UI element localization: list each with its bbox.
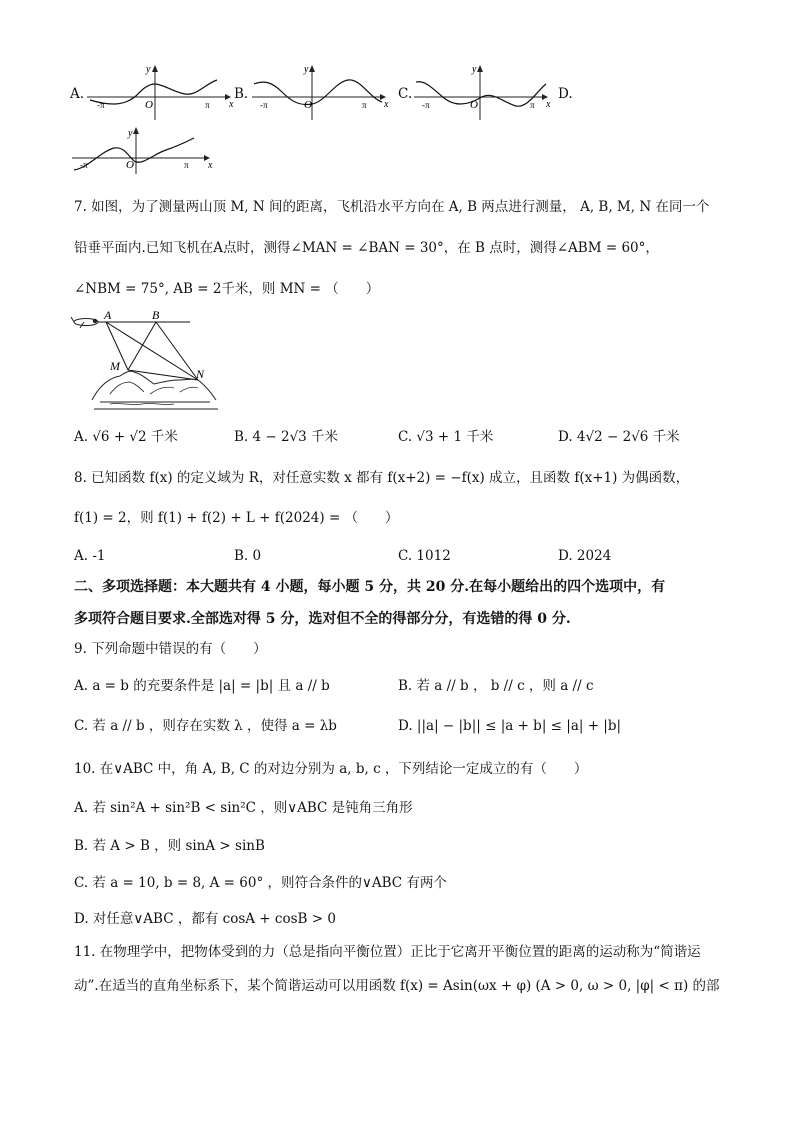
section2-line2: 多项符合题目要求.全部选对得 5 分，选对但不全的得部分分，有选错的得 0 分. xyxy=(74,611,571,627)
q7-option-c[interactable]: C. √3 + 1 千米 xyxy=(398,429,494,445)
graph-d-pi: π xyxy=(184,160,189,170)
graph-d xyxy=(70,126,220,176)
section2-line1: 二、多项选择题：本大题共有 4 小题，每小题 5 分，共 20 分.在每小题给出的四个选项中，有 xyxy=(74,579,666,595)
graph-a-x-label: x xyxy=(229,99,234,110)
q7-figure xyxy=(70,308,220,414)
q8-option-c[interactable]: C. 1012 xyxy=(398,548,451,564)
q7-option-a[interactable]: A. √6 + √2 千米 xyxy=(74,429,178,445)
graph-a xyxy=(85,62,235,122)
q7-line3: ∠NBM = 75°, AB = 2千米，则 MN = （ ） xyxy=(74,281,380,297)
q8-option-d[interactable]: D. 2024 xyxy=(558,548,612,564)
q7-fig-label-n: N xyxy=(196,367,205,381)
airplane-icon xyxy=(71,317,98,328)
graph-label-b: B. xyxy=(234,86,249,102)
graph-a-y-label: y xyxy=(146,64,151,75)
q10-option-d[interactable]: D. 对任意∨ABC ，都有 cosA + cosB > 0 xyxy=(74,911,336,927)
graph-a-neg-pi: -π xyxy=(97,100,105,110)
graph-c-y-label: y xyxy=(472,64,477,75)
q11-line2: 动”.在适当的直角坐标系下，某个简谐运动可以用函数 f(x) = Asin(ωx + φ) (A > 0, ω > 0, |φ| < π) 的部 xyxy=(74,978,720,994)
graph-b-neg-pi: -π xyxy=(260,100,268,110)
graph-b-x-label: x xyxy=(384,99,389,110)
q7-fig-label-b: B xyxy=(152,308,160,322)
graph-d-neg-pi: -π xyxy=(80,160,88,170)
q7-option-d[interactable]: D. 4√2 − 2√6 千米 xyxy=(558,429,680,445)
graph-d-origin: O xyxy=(126,159,134,171)
q9-option-d[interactable]: D. ||a| − |b|| ≤ |a + b| ≤ |a| + |b| xyxy=(398,718,622,734)
q10-option-b[interactable]: B. 若 A > B ，则 sinA > sinB xyxy=(74,838,265,854)
graph-label-a: A. xyxy=(70,86,85,102)
q8-option-a[interactable]: A. -1 xyxy=(74,548,106,564)
graph-d-y-label: y xyxy=(128,128,133,139)
q7-line1: 7. 如图，为了测量两山顶 M, N 间的距离，飞机沿水平方向在 A, B 两点进行测量， A, B, M, N 在同一个 xyxy=(74,199,710,215)
q8-option-b[interactable]: B. 0 xyxy=(234,548,262,564)
graph-d-x-label: x xyxy=(208,160,213,171)
q11-line1: 11. 在物理学中，把物体受到的力（总是指向平衡位置）正比于它离开平衡位置的距离的运动称为“简谐运 xyxy=(74,944,701,960)
q10-option-c[interactable]: C. 若 a = 10, b = 8, A = 60° ，则符合条件的∨ABC 有两个 xyxy=(74,875,447,891)
q7-line2: 铅垂平面内.已知飞机在A点时，测得∠MAN = ∠BAN = 30°，在 B 点时，测得∠ABM = 60°， xyxy=(74,240,659,256)
graph-a-origin: O xyxy=(145,99,153,111)
graph-c-x-label: x xyxy=(546,99,551,110)
graph-c-neg-pi: -π xyxy=(422,100,430,110)
graph-c-origin: O xyxy=(470,99,478,111)
q7-fig-label-m: M xyxy=(110,359,120,373)
graph-b-origin: O xyxy=(304,99,312,111)
q7-option-b[interactable]: B. 4 − 2√3 千米 xyxy=(234,429,339,445)
q9-option-c[interactable]: C. 若 a // b ，则存在实数 λ ，使得 a = λb xyxy=(74,718,337,734)
q9-stem: 9. 下列命题中错误的有（ ） xyxy=(74,641,267,657)
q9-option-a[interactable]: A. a = b 的充要条件是 |a| = |b| 且 a // b xyxy=(74,678,330,694)
graph-b-y-label: y xyxy=(304,64,309,75)
graph-label-c: C. xyxy=(398,86,413,102)
graph-b-pi: π xyxy=(362,100,367,110)
graph-a-pi: π xyxy=(205,100,210,110)
graph-c xyxy=(412,62,557,122)
graph-b xyxy=(250,62,395,122)
q7-fig-label-a: A xyxy=(104,308,112,322)
q8-line1: 8. 已知函数 f(x) 的定义域为 R，对任意实数 x 都有 f(x+2) = −f(x) 成立，且函数 f(x+1) 为偶函数， xyxy=(74,470,690,486)
graph-label-d: D. xyxy=(558,86,573,102)
graph-c-pi: π xyxy=(530,100,535,110)
q8-line2: f(1) = 2，则 f(1) + f(2) + L + f(2024) = （ ） xyxy=(74,510,399,526)
q10-stem: 10. 在∨ABC 中，角 A, B, C 的对边分别为 a, b, c ，下列结论一定成立的有（ ） xyxy=(74,761,588,777)
q9-option-b[interactable]: B. 若 a // b ， b // c ，则 a // c xyxy=(398,678,594,694)
q10-option-a[interactable]: A. 若 sin²A + sin²B < sin²C ，则∨ABC 是钝角三角形 xyxy=(74,800,413,816)
